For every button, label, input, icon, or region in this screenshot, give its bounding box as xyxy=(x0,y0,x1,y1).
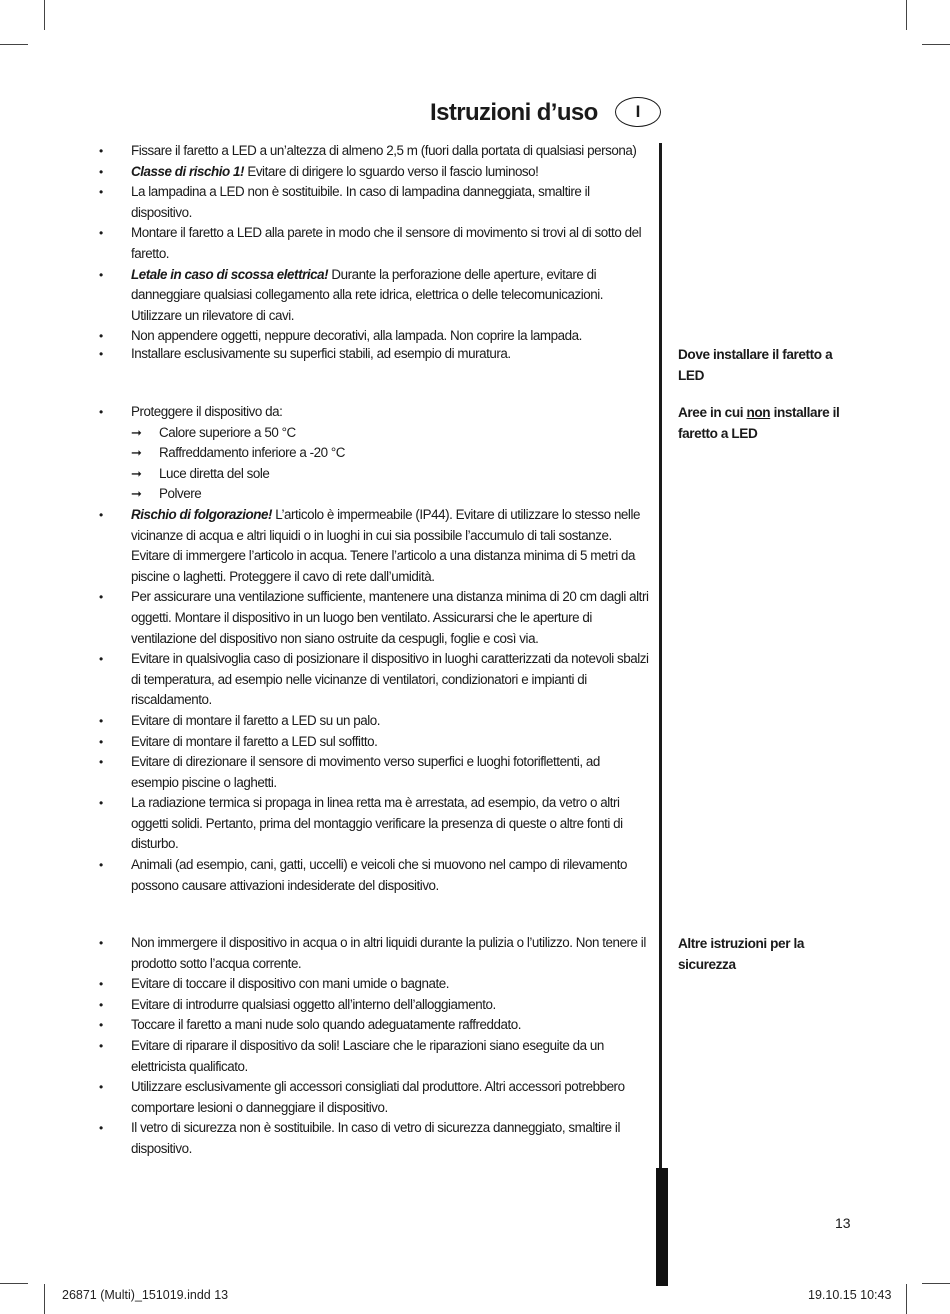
list-item: • Rischio di folgorazione! L’articolo è impermeabile (IP44). Evitare di utilizzare lo stesso nelle vicinanze di acqua e altri liquidi o in luoghi in cui sia possibile l’accumulo di tali sostanze. Evitare di immergere l’articolo in acqua. Tenere l’articolo a una distanza minima di 5 metri da piscine o laghetti. Proteggere il cavo di rete dall’umidità. xyxy=(95,505,650,587)
list-item: • La radiazione termica si propaga in linea retta ma è arrestata, ad esempio, da vetro o altri oggetti solidi. Pertanto, prima del montaggio verificare la presenza di queste o altre fonti di disturbo. xyxy=(95,793,650,855)
list-item: • Evitare di toccare il dispositivo con mani umide o bagnate. xyxy=(95,974,650,995)
list-item: • Letale in caso di scossa elettrica! Durante la perforazione delle aperture, evitare di danneggiare qualsiasi collegamento alla rete idrica, elettrica o delle telecomunicazioni. Utilizzare un rilevatore di cavi. xyxy=(95,265,650,327)
list-item: • Animali (ad esempio, cani, gatti, uccelli) e veicoli che si muovono nel campo di rilevamento possono causare attivazioni indesiderate del dispositivo. xyxy=(95,855,650,896)
list-item: • Evitare di montare il faretto a LED sul soffitto. xyxy=(95,732,650,753)
warning-label: Rischio di folgorazione! xyxy=(131,506,272,522)
crop-mark xyxy=(44,0,45,30)
list-item: • Proteggere il dispositivo da: xyxy=(95,402,650,423)
warning-label: Letale in caso di scossa elettrica! xyxy=(131,266,329,282)
list-item: • Utilizzare esclusivamente gli accessori consigliati dal produttore. Altri accessori potrebbero comportare lesioni o danneggiare il dispositivo. xyxy=(95,1077,650,1118)
crop-mark xyxy=(0,44,28,45)
installation-location-section xyxy=(95,344,650,365)
list-item: • Evitare di introdurre qualsiasi oggetto all’interno dell’alloggiamento. xyxy=(95,995,650,1016)
list-item: • Installare esclusivamente su superfici stabili, ad esempio di muratura. xyxy=(95,344,650,365)
page-number: 13 xyxy=(835,1215,851,1231)
arrow-icon: ➞ xyxy=(131,445,142,461)
warning-label: Classe di rischio 1! xyxy=(131,163,245,179)
list-item: • Classe di rischio 1! Evitare di dirigere lo sguardo verso il fascio luminoso! xyxy=(95,162,650,183)
list-item: • Evitare di direzionare il sensore di movimento verso superfici e luoghi fotoriflettenti, ad esempio piscine o laghetti. xyxy=(95,752,650,793)
arrow-icon: ➞ xyxy=(131,465,142,481)
page-header xyxy=(430,96,598,130)
list-item: • Evitare di riparare il dispositivo da soli! Lasciare che le riparazioni siano eseguite da un elettricista qualificato. xyxy=(95,1036,650,1077)
list-item: • Non appendere oggetti, neppure decorativi, alla lampada. Non coprire la lampada. xyxy=(95,326,650,347)
other-safety-section xyxy=(95,933,650,1160)
file-info: 26871 (Multi)_151019.indd 13 xyxy=(62,1288,229,1302)
language-badge: I xyxy=(615,97,661,127)
no-install-section xyxy=(95,402,650,896)
list-item: • Toccare il faretto a mani nude solo quando adeguatamente raffreddato. xyxy=(95,1015,650,1036)
sub-list-item: ➞ Polvere xyxy=(95,484,650,505)
list-item: • Il vetro di sicurezza non è sostituibile. In caso di vetro di sicurezza danneggiato, smaltire il dispositivo. xyxy=(95,1118,650,1159)
side-heading-other-safety: Altre istruzioni per la sicurezza xyxy=(678,936,805,972)
general-safety-section xyxy=(95,141,650,347)
crop-mark xyxy=(906,0,907,30)
list-item: • Per assicurare una ventilazione sufficiente, mantenere una distanza minima di 20 cm dagli altri oggetti. Montare il dispositivo in un luogo ben ventilato. Assicurarsi che le aperture di ventilazione del dispositivo non siano ostruite da cespugli, foglie e così via. xyxy=(95,587,650,649)
page-title: Istruzioni d’uso xyxy=(430,99,598,126)
list-item: • Evitare di montare il faretto a LED su un palo. xyxy=(95,711,650,732)
crop-mark xyxy=(44,1284,45,1314)
column-divider xyxy=(659,143,662,1168)
list-item: • Montare il faretto a LED alla parete in modo che il sensore di movimento si trovi al di sotto del faretto. xyxy=(95,223,650,264)
side-heading-where-install: Dove installare il faretto a LED xyxy=(678,347,833,383)
list-item: • Evitare in qualsivoglia caso di posizionare il dispositivo in luoghi caratterizzati da notevoli sbalzi di temperatura, ad esempio nelle vicinanze di ventilatori, condizionatori e impianti di riscaldamento. xyxy=(95,649,650,711)
crop-mark xyxy=(922,44,950,45)
crop-mark xyxy=(906,1284,907,1314)
sub-list-item: ➞ Calore superiore a 50 °C xyxy=(95,423,650,444)
date-info: 19.10.15 10:43 xyxy=(808,1288,892,1302)
list-item: • La lampadina a LED non è sostituibile. In caso di lampadina danneggiata, smaltire il dispositivo. xyxy=(95,182,650,223)
list-item: • Non immergere il dispositivo in acqua o in altri liquidi durante la pulizia o l’utilizzo. Non tenere il prodotto sotto l’acqua corrente. xyxy=(95,933,650,974)
arrow-icon: ➞ xyxy=(131,486,142,502)
crop-mark xyxy=(922,1283,950,1284)
sub-list-item: ➞ Luce diretta del sole xyxy=(95,464,650,485)
crop-mark xyxy=(0,1283,28,1284)
list-item: • Fissare il faretto a LED a un’altezza di almeno 2,5 m (fuori dalla portata di qualsiasi persona) xyxy=(95,141,650,162)
arrow-icon: ➞ xyxy=(131,424,142,440)
sub-list-item: ➞ Raffreddamento inferiore a -20 °C xyxy=(95,443,650,464)
thumb-tab-bar xyxy=(656,1168,668,1286)
side-heading-where-not-install: Aree in cui non installare il faretto a LED xyxy=(678,405,840,441)
